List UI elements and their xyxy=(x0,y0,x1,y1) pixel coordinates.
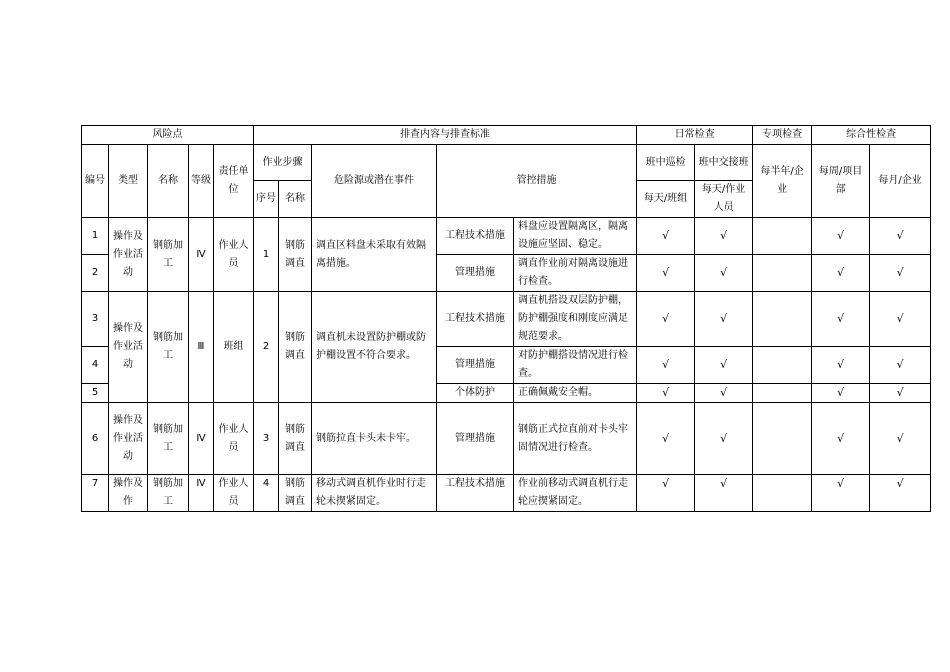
weekly-check: √ xyxy=(812,255,870,292)
shift-handover-check: √ xyxy=(695,475,753,512)
special-check xyxy=(753,347,812,384)
row-number: 7 xyxy=(82,475,109,512)
shift-patrol-header: 班中巡检 xyxy=(637,145,695,181)
risk-type: 操作及作业活动 xyxy=(109,292,148,403)
row-number: 6 xyxy=(82,403,109,475)
shift-patrol-check: √ xyxy=(637,384,695,403)
special-check xyxy=(753,403,812,475)
weekly-check: √ xyxy=(812,403,870,475)
shift-handover-header: 班中交接班 xyxy=(695,145,753,181)
risk-name: 钢筋加工 xyxy=(148,292,189,403)
row-number: 4 xyxy=(82,347,109,384)
hazard-text: 调直机未设置防护棚或防护棚设置不符合要求。 xyxy=(312,292,437,403)
measure-category: 工程技术措施 xyxy=(437,292,514,347)
hazard-text: 调直区料盘未采取有效隔离措施。 xyxy=(312,218,437,292)
shift-patrol-check: √ xyxy=(637,292,695,347)
step-name: 钢筋调直 xyxy=(279,292,312,403)
weekly-check: √ xyxy=(812,475,870,512)
measure-text: 调直作业前对隔离设施进行检查。 xyxy=(514,255,637,292)
measure-category: 管理措施 xyxy=(437,403,514,475)
measure-category: 工程技术措施 xyxy=(437,218,514,255)
shift-patrol-check: √ xyxy=(637,255,695,292)
responsible-unit: 班组 xyxy=(214,292,254,403)
risk-type: 操作及作业活动 xyxy=(109,403,148,475)
grade-header: 等级 xyxy=(189,145,214,218)
monthly-check: √ xyxy=(870,347,931,384)
responsible-unit: 作业人员 xyxy=(214,403,254,475)
risk-name: 钢筋加工 xyxy=(148,218,189,292)
risk-grade: Ⅳ xyxy=(189,403,214,475)
measure-category: 工程技术措施 xyxy=(437,475,514,512)
special-check xyxy=(753,218,812,255)
row-number: 2 xyxy=(82,255,109,292)
measure-text: 正确佩戴安全帽。 xyxy=(514,384,637,403)
measure-category: 管理措施 xyxy=(437,347,514,384)
name-header: 名称 xyxy=(148,145,189,218)
risk-grade: Ⅳ xyxy=(189,475,214,512)
row-number: 3 xyxy=(82,292,109,347)
risk-point-header: 风险点 xyxy=(82,126,254,145)
risk-name: 钢筋加工 xyxy=(148,403,189,475)
weekly-check: √ xyxy=(812,347,870,384)
shift-handover-check: √ xyxy=(695,255,753,292)
risk-inspection-table xyxy=(81,125,931,512)
shift-patrol-check: √ xyxy=(637,218,695,255)
inspection-content-header: 排查内容与排查标准 xyxy=(254,126,637,145)
risk-name: 钢筋加工 xyxy=(148,475,189,512)
shift-handover-check: √ xyxy=(695,403,753,475)
step-name: 钢筋调直 xyxy=(279,403,312,475)
daily-check-header: 日常检查 xyxy=(637,126,753,145)
row-number: 1 xyxy=(82,218,109,255)
monthly-check: √ xyxy=(870,292,931,347)
measure-text: 作业前移动式调直机行走轮应揳紧固定。 xyxy=(514,475,637,512)
header-row-2 xyxy=(82,145,931,181)
risk-type: 操作及作 xyxy=(109,475,148,512)
shift-patrol-check: √ xyxy=(637,403,695,475)
measure-category: 个体防护 xyxy=(437,384,514,403)
special-check xyxy=(753,292,812,347)
step-seq: 3 xyxy=(254,403,279,475)
monthly-check: √ xyxy=(870,255,931,292)
monthly-check: √ xyxy=(870,475,931,512)
row-number: 5 xyxy=(82,384,109,403)
special-check-header: 专项检查 xyxy=(753,126,812,145)
header-row-1 xyxy=(82,126,931,145)
step-name-header: 名称 xyxy=(279,181,312,218)
hazard-text: 移动式调直机作业时行走轮未揳紧固定。 xyxy=(312,475,437,512)
special-check xyxy=(753,475,812,512)
measure-text: 调直机搭设双层防护棚，防护棚强度和刚度应满足规范要求。 xyxy=(514,292,637,347)
monthly-check: √ xyxy=(870,384,931,403)
risk-type: 操作及作业活动 xyxy=(109,218,148,292)
risk-grade: Ⅳ xyxy=(189,218,214,292)
table-row xyxy=(82,475,931,512)
shift-handover-check: √ xyxy=(695,218,753,255)
table-row xyxy=(82,218,931,255)
step-seq: 1 xyxy=(254,218,279,292)
number-header: 编号 xyxy=(82,145,109,218)
monthly-enterprise-header: 每月/企业 xyxy=(870,145,931,218)
measure-text: 料盘应设置隔离区，隔离设施应坚固、稳定。 xyxy=(514,218,637,255)
comprehensive-check-header: 综合性检查 xyxy=(812,126,931,145)
responsible-unit: 作业人员 xyxy=(214,218,254,292)
shift-handover-check: √ xyxy=(695,347,753,384)
control-measures-header: 管控措施 xyxy=(437,145,637,218)
shift-patrol-check: √ xyxy=(637,347,695,384)
daily-team-header: 每天/班组 xyxy=(637,181,695,218)
hazard-header: 危险源或潜在事件 xyxy=(312,145,437,218)
table-row xyxy=(82,292,931,347)
step-seq: 2 xyxy=(254,292,279,403)
step-seq: 4 xyxy=(254,475,279,512)
table-body xyxy=(82,126,931,512)
shift-handover-check: √ xyxy=(695,292,753,347)
table-row xyxy=(82,403,931,475)
special-check xyxy=(753,384,812,403)
type-header: 类型 xyxy=(109,145,148,218)
weekly-check: √ xyxy=(812,384,870,403)
measure-category: 管理措施 xyxy=(437,255,514,292)
shift-handover-check: √ xyxy=(695,384,753,403)
daily-worker-header: 每天/作业人员 xyxy=(695,181,753,218)
special-check xyxy=(753,255,812,292)
seq-header: 序号 xyxy=(254,181,279,218)
measure-text: 钢筋正式拉直前对卡头牢固情况进行检查。 xyxy=(514,403,637,475)
half-year-enterprise-header: 每半年/企业 xyxy=(753,145,812,218)
responsible-unit: 作业人员 xyxy=(214,475,254,512)
step-name: 钢筋调直 xyxy=(279,475,312,512)
shift-patrol-check: √ xyxy=(637,475,695,512)
step-name: 钢筋调直 xyxy=(279,218,312,292)
hazard-text: 钢筋拉直卡头未卡牢。 xyxy=(312,403,437,475)
work-steps-header: 作业步骤 xyxy=(254,145,312,181)
risk-grade: Ⅲ xyxy=(189,292,214,403)
weekly-check: √ xyxy=(812,218,870,255)
weekly-check: √ xyxy=(812,292,870,347)
weekly-project-header: 每周/项目部 xyxy=(812,145,870,218)
measure-text: 对防护棚搭设情况进行检查。 xyxy=(514,347,637,384)
monthly-check: √ xyxy=(870,218,931,255)
responsible-unit-header: 责任单位 xyxy=(214,145,254,218)
monthly-check: √ xyxy=(870,403,931,475)
